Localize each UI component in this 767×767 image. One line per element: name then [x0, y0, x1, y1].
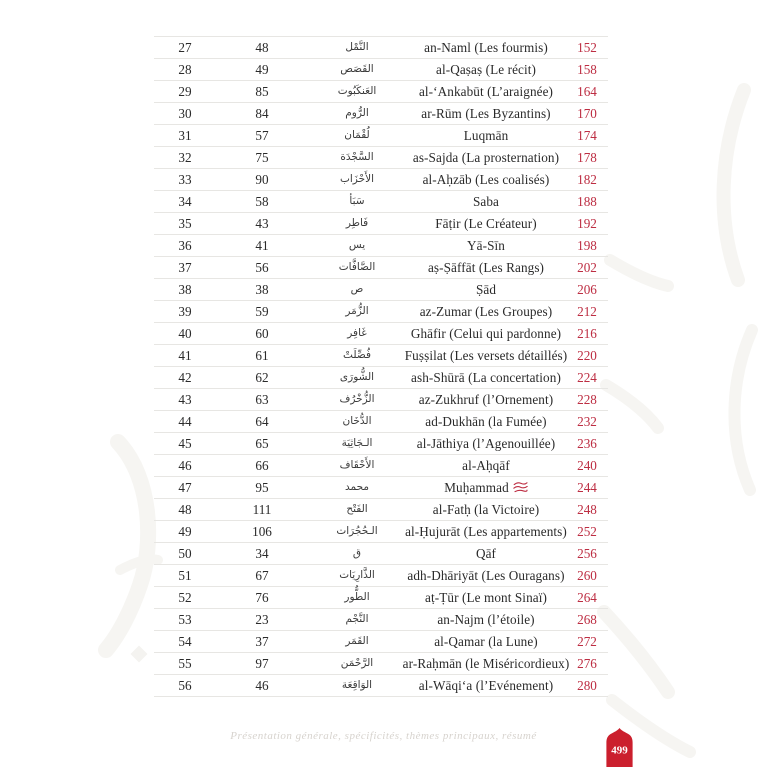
revelation-order-cell: 57 [255, 127, 269, 143]
revelation-order-cell: 62 [255, 369, 269, 385]
revelation-order-cell: 97 [255, 655, 269, 671]
arabic-name-cell: محمد [345, 481, 369, 494]
page-reference-cell: 256 [577, 545, 597, 561]
arabic-name-cell: الفَتْح [346, 503, 368, 516]
french-name-cell [406, 239, 566, 252]
revelation-order-cell: 49 [255, 61, 269, 77]
arabic-name-cell: غَافِر [347, 327, 367, 340]
revelation-order-cell: 64 [255, 413, 269, 429]
page-reference-cell: 224 [577, 369, 597, 385]
surah-number-cell: 45 [178, 435, 192, 451]
french-name-text: Ghāfir (Celui qui pardonne) [410, 325, 562, 341]
table-row [154, 542, 608, 564]
french-name-text: as-Sajda (La prosternation) [412, 149, 560, 165]
revelation-order-cell: 76 [255, 589, 269, 605]
page-reference-cell: 268 [577, 611, 597, 627]
page-reference-cell: 188 [577, 193, 597, 209]
revelation-order-cell: 61 [255, 347, 269, 363]
french-name-cell [406, 613, 566, 626]
french-name-text: al-Aḥqāf [462, 457, 510, 473]
french-name-cell [406, 437, 566, 450]
arabic-name-cell: الوَاقِعَة [341, 679, 373, 692]
french-name-text: al-Qamar (la Lune) [434, 633, 538, 649]
french-name-text: ad-Dukhān (la Fumée) [425, 413, 547, 429]
arabic-name-cell: الـجَاثِيَة [341, 437, 373, 450]
table-row [154, 168, 608, 190]
saws-honorific-icon [513, 481, 528, 493]
french-name-cell [406, 635, 566, 648]
surah-number-cell: 30 [178, 105, 192, 121]
french-name-text: al-‘Ankabūt (L’araignée) [418, 83, 554, 99]
french-name-text: aṭ-Ṭūr (Le mont Sinaï) [425, 589, 547, 605]
table-row [154, 256, 608, 278]
revelation-order-cell: 85 [255, 83, 269, 99]
surah-number-cell: 47 [178, 479, 192, 495]
french-name-cell [406, 41, 566, 54]
arabic-name-cell: الشُّورَى [339, 371, 375, 384]
french-name-cell [406, 85, 566, 98]
page-reference-cell: 240 [577, 457, 597, 473]
revelation-order-cell: 23 [255, 611, 269, 627]
revelation-order-cell: 75 [255, 149, 269, 165]
table-row [154, 102, 608, 124]
page-reference-cell: 178 [577, 149, 597, 165]
arabic-name-cell: ص [350, 283, 364, 296]
revelation-order-cell: 63 [255, 391, 269, 407]
surah-number-cell: 36 [178, 237, 192, 253]
surah-number-cell: 46 [178, 457, 192, 473]
arabic-name-cell: القَصَص [340, 63, 374, 76]
arabic-name-cell: سَبَأ [349, 195, 365, 208]
page-reference-cell: 244 [577, 479, 597, 495]
french-name-text: ash-Shūrā (La concertation) [411, 369, 561, 385]
surah-number-cell: 41 [178, 347, 192, 363]
page-reference-cell: 212 [577, 303, 597, 319]
table-row [154, 124, 608, 146]
french-name-text: Ṣād [475, 281, 497, 297]
surah-number-cell: 55 [178, 655, 192, 671]
surah-number-cell: 27 [178, 39, 192, 55]
page-reference-cell: 198 [577, 237, 597, 253]
french-name-cell [406, 503, 566, 516]
arabic-name-cell: ق [352, 547, 362, 560]
arabic-name-cell: يس [348, 239, 366, 252]
revelation-order-cell: 37 [255, 633, 269, 649]
surah-number-cell: 49 [178, 523, 192, 539]
french-name-cell [406, 63, 566, 76]
revelation-order-cell: 46 [255, 677, 269, 693]
revelation-order-cell: 65 [255, 435, 269, 451]
french-name-text: ar-Raḥmān (le Miséricordieux) [402, 655, 570, 671]
french-name-text: Fāṭir (Le Créateur) [435, 215, 537, 231]
table-row [154, 586, 608, 608]
surah-number-cell: 34 [178, 193, 192, 209]
french-name-cell [406, 525, 566, 538]
french-name-cell [406, 371, 566, 384]
page-reference-cell: 174 [577, 127, 597, 143]
surah-number-cell: 54 [178, 633, 192, 649]
surah-number-cell: 29 [178, 83, 192, 99]
french-name-text: Qāf [475, 545, 497, 561]
french-name-cell [406, 679, 566, 692]
table-row [154, 476, 608, 498]
table-row [154, 58, 608, 80]
arabic-name-cell: السَّجْدَة [340, 151, 374, 164]
french-name-text: ar-Rūm (Les Byzantins) [421, 105, 551, 121]
revelation-order-cell: 56 [255, 259, 269, 275]
arabic-name-cell: الزُّخْرُف [339, 393, 375, 406]
french-name-cell [406, 415, 566, 428]
surah-number-cell: 40 [178, 325, 192, 341]
arabic-name-cell: فُصِّلَتْ [343, 349, 371, 362]
table-row [154, 410, 608, 432]
revelation-order-cell: 66 [255, 457, 269, 473]
french-name-cell [406, 393, 566, 406]
page-reference-cell: 220 [577, 347, 597, 363]
table-row [154, 454, 608, 476]
table-row [154, 630, 608, 652]
table-row [154, 388, 608, 410]
arabic-name-cell: الطُّور [344, 591, 370, 604]
page-reference-cell: 272 [577, 633, 597, 649]
revelation-order-cell: 84 [255, 105, 269, 121]
surah-number-cell: 56 [178, 677, 192, 693]
french-name-cell [406, 261, 566, 274]
table-row [154, 608, 608, 630]
revelation-order-cell: 106 [252, 523, 272, 539]
revelation-order-cell: 67 [255, 567, 269, 583]
page-reference-cell: 232 [577, 413, 597, 429]
french-name-text: aṣ-Ṣāffāt (Les Rangs) [427, 259, 545, 275]
french-name-cell [406, 547, 566, 560]
french-name-cell [406, 327, 566, 340]
revelation-order-cell: 41 [255, 237, 269, 253]
french-name-cell [406, 481, 566, 494]
page-reference-cell: 202 [577, 259, 597, 275]
french-name-text: al-Wāqi‘a (l’Evénement) [418, 677, 554, 693]
surah-number-cell: 48 [178, 501, 192, 517]
french-name-text: az-Zukhruf (l’Ornement) [418, 391, 554, 407]
surah-number-cell: 31 [178, 127, 192, 143]
revelation-order-cell: 48 [255, 39, 269, 55]
surah-number-cell: 42 [178, 369, 192, 385]
french-name-text: Muḥammad [444, 479, 509, 495]
table-row [154, 300, 608, 322]
table-row [154, 80, 608, 102]
surah-number-cell: 38 [178, 281, 192, 297]
french-name-text: al-Fatḥ (la Victoire) [432, 501, 540, 517]
french-name-text: al-Aḥzāb (Les coalisés) [422, 171, 550, 187]
arabic-name-cell: الـحُجُرَات [336, 525, 378, 538]
french-name-cell [406, 305, 566, 318]
page-reference-cell: 236 [577, 435, 597, 451]
revelation-order-cell: 60 [255, 325, 269, 341]
french-name-cell [406, 151, 566, 164]
french-name-cell [406, 173, 566, 186]
french-name-text: Saba [472, 193, 500, 209]
surah-number-cell: 44 [178, 413, 192, 429]
table-row [154, 366, 608, 388]
page-reference-cell: 182 [577, 171, 597, 187]
page-reference-cell: 252 [577, 523, 597, 539]
table-row [154, 36, 608, 58]
arabic-name-cell: فَاطِر [345, 217, 369, 230]
arabic-name-cell: النَّمْل [345, 41, 369, 54]
page-reference-cell: 170 [577, 105, 597, 121]
page-reference-cell: 228 [577, 391, 597, 407]
surah-number-cell: 33 [178, 171, 192, 187]
french-name-cell [406, 217, 566, 230]
french-name-text: al-Qaṣaṣ (Le récit) [435, 61, 536, 77]
page-number: 499 [611, 744, 628, 757]
surah-number-cell: 35 [178, 215, 192, 231]
surah-number-cell: 32 [178, 149, 192, 165]
french-name-text: an-Naml (Les fourmis) [424, 39, 548, 55]
table-row [154, 498, 608, 520]
surah-number-cell: 51 [178, 567, 192, 583]
toc-table [154, 36, 608, 697]
french-name-cell [406, 349, 566, 362]
table-row [154, 234, 608, 256]
page-reference-cell: 276 [577, 655, 597, 671]
page-reference-cell: 264 [577, 589, 597, 605]
surah-number-cell: 53 [178, 611, 192, 627]
surah-number-cell: 39 [178, 303, 192, 319]
revelation-order-cell: 43 [255, 215, 269, 231]
french-name-cell [406, 591, 566, 604]
table-row [154, 432, 608, 454]
arabic-name-cell: النَّجْم [345, 613, 369, 626]
table-row [154, 190, 608, 212]
arabic-name-cell: لُقْمَان [344, 129, 370, 142]
page-reference-cell: 152 [577, 39, 597, 55]
surah-number-cell: 28 [178, 61, 192, 77]
table-row [154, 322, 608, 344]
arabic-name-cell: الرُّوم [345, 107, 369, 120]
revelation-order-cell: 95 [255, 479, 269, 495]
surah-number-cell: 37 [178, 259, 192, 275]
french-name-text: adh-Dhāriyāt (Les Ouragans) [407, 567, 565, 583]
surah-number-cell: 43 [178, 391, 192, 407]
table-row [154, 564, 608, 586]
french-name-cell [406, 195, 566, 208]
page-reference-cell: 206 [577, 281, 597, 297]
revelation-order-cell: 59 [255, 303, 269, 319]
arabic-name-cell: الدُّخَان [342, 415, 372, 428]
arabic-name-cell: القَمَر [345, 635, 369, 648]
french-name-text: Luqmān [463, 127, 509, 143]
french-name-text: Fuṣṣilat (Les versets détaillés) [404, 347, 568, 363]
french-name-text: az-Zumar (Les Groupes) [419, 303, 553, 319]
arabic-name-cell: الأَحْزَاب [340, 173, 374, 186]
french-name-cell [406, 569, 566, 582]
page-reference-cell: 192 [577, 215, 597, 231]
french-name-text: al-Jāthiya (l’Agenouillée) [416, 435, 556, 451]
revelation-order-cell: 111 [252, 501, 272, 517]
arabic-name-cell: الذَّارِيَات [339, 569, 375, 582]
arabic-name-cell: الأَحْقَاف [339, 459, 375, 472]
french-name-cell [406, 283, 566, 296]
french-name-cell [406, 107, 566, 120]
arabic-name-cell: العَنكَبُوت [337, 85, 377, 98]
page-reference-cell: 280 [577, 677, 597, 693]
page-number-badge [606, 728, 633, 767]
page-reference-cell: 164 [577, 83, 597, 99]
french-name-cell [406, 129, 566, 142]
table-row [154, 344, 608, 366]
revelation-order-cell: 90 [255, 171, 269, 187]
page-reference-cell: 248 [577, 501, 597, 517]
surah-number-cell: 52 [178, 589, 192, 605]
arabic-name-cell: الرَّحْمَن [340, 657, 374, 670]
revelation-order-cell: 34 [255, 545, 269, 561]
french-name-cell [406, 459, 566, 472]
page-reference-cell: 260 [577, 567, 597, 583]
revelation-order-cell: 38 [255, 281, 269, 297]
table-row [154, 520, 608, 542]
table-row [154, 674, 608, 697]
table-row [154, 278, 608, 300]
french-name-text: Yā-Sīn [467, 237, 505, 253]
footer-caption: Présentation générale, spécificités, thèmes principaux, résumé [230, 730, 537, 742]
revelation-order-cell: 58 [255, 193, 269, 209]
arabic-name-cell: الصَّافَّات [338, 261, 376, 274]
table-row [154, 212, 608, 234]
french-name-text: al-Ḥujurāt (Les appartements) [405, 523, 567, 539]
french-name-cell [402, 655, 570, 671]
french-name-text: an-Najm (l’étoile) [437, 611, 535, 627]
table-row [154, 652, 608, 674]
arabic-name-cell: الزُّمَر [345, 305, 369, 318]
page-reference-cell: 216 [577, 325, 597, 341]
table-row [154, 146, 608, 168]
surah-number-cell: 50 [178, 545, 192, 561]
page-reference-cell: 158 [577, 61, 597, 77]
